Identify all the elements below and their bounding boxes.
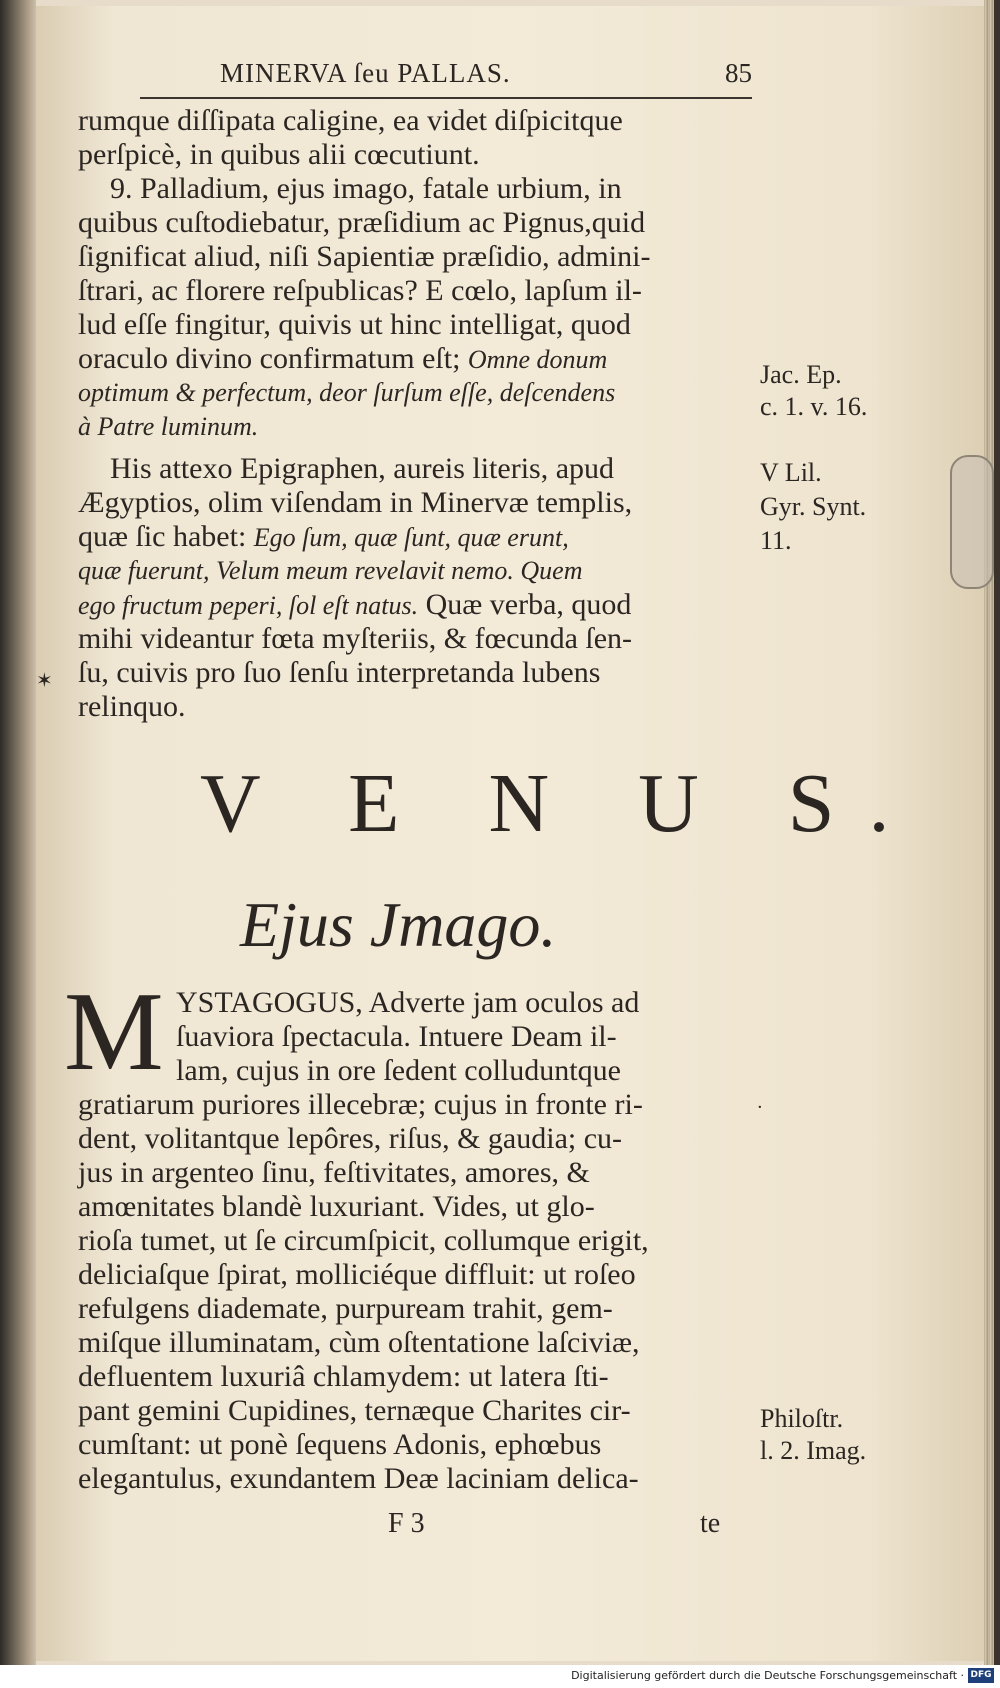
text-line: gratiarum puriores illecebræ; cujus in fronte ri- bbox=[78, 1088, 643, 1121]
text-line: cumſtant: ut ponè ſequens Adonis, ephœbus bbox=[78, 1428, 602, 1461]
italic-quote-line: à Patre luminum. bbox=[78, 412, 259, 441]
text-line bbox=[78, 588, 631, 623]
text-line: His attexo Epigraphen, aureis literis, apud bbox=[110, 452, 615, 485]
page-number: 85 bbox=[725, 58, 752, 88]
running-title: MINERVA ſeu PALLAS. bbox=[220, 58, 511, 88]
drop-cap: M bbox=[64, 970, 164, 1094]
text-line: perſpicè, in quibus alii cœcutiunt. bbox=[78, 138, 480, 171]
text-line: mihi videantur fœta myſteriis, & fœcunda ſen- bbox=[78, 622, 633, 655]
text-line: rumque diſſipata caligine, ea videt diſpicitque bbox=[78, 104, 623, 137]
text-line: miſque illuminatam, cùm oſtentatione laſciviæ, bbox=[78, 1326, 640, 1359]
text-line: dent, volitantque lepôres, riſus, & gaudia; cu- bbox=[78, 1122, 623, 1155]
text-line: refulgens diademate, purpuream trahit, gem- bbox=[78, 1292, 613, 1325]
margin-note: Jac. Ep. bbox=[760, 360, 842, 389]
credit-bar bbox=[0, 1665, 1000, 1688]
text-line: elegantulus, exundantem Deæ laciniam delica- bbox=[78, 1462, 639, 1495]
right-binding-edge bbox=[994, 0, 1000, 1665]
margin-note: c. 1. v. 16. bbox=[760, 392, 868, 421]
margin-mark-icon: ✶ bbox=[36, 668, 53, 692]
italic-quote: Omne donum bbox=[467, 345, 608, 374]
margin-dot-icon: · bbox=[757, 1097, 763, 1118]
italic-quote-line: optimum & perfectum, deor ſurſum eſſe, deſcendens bbox=[78, 378, 616, 407]
text-line: jus in argenteo ſinu, feſtivitates, amores, & bbox=[78, 1156, 590, 1189]
text-line: amœnitates blandè luxuriant. Vides, ut glo- bbox=[78, 1190, 595, 1223]
text-line: pant gemini Cupidines, ternæque Charites cir- bbox=[78, 1394, 631, 1427]
facing-page-edge bbox=[0, 0, 36, 1665]
section-title: V E N U S. bbox=[200, 757, 924, 850]
funding-credit: Digitalisierung gefördert durch die Deutsche Forschungsgemeinschaft · bbox=[571, 1669, 964, 1682]
text-line: defluentem luxuriâ chlamydem: ut latera ſti- bbox=[78, 1360, 609, 1393]
dfg-logo-icon: DFG bbox=[968, 1668, 994, 1683]
text-line: deliciaſque ſpirat, molliciéque diffluit: ut roſeo bbox=[78, 1258, 636, 1291]
text-line: Ægyptios, olim viſendam in Minervæ templis, bbox=[78, 486, 633, 519]
signature-mark: F 3 bbox=[388, 1508, 425, 1539]
text-line: ſu, cuivis pro ſuo ſenſu interpretanda lubens bbox=[78, 656, 601, 689]
text-line bbox=[78, 342, 607, 377]
text-line: rioſa tumet, ut ſe circumſpicit, collumque erigit, bbox=[78, 1224, 649, 1257]
text-line: 9. Palladium, ejus imago, fatale urbium, in bbox=[110, 172, 622, 205]
text-line: YSTAGOGUS, Adverte jam oculos ad bbox=[176, 986, 640, 1019]
header-rule bbox=[140, 97, 752, 99]
margin-note: l. 2. Imag. bbox=[760, 1436, 867, 1465]
text-line: relinquo. bbox=[78, 690, 186, 723]
margin-note: V Lil. bbox=[760, 458, 822, 487]
text-line: quibus cuſtodiebatur, præſidium ac Pignus,quid bbox=[78, 206, 646, 239]
margin-note: Gyr. Synt. bbox=[760, 492, 867, 521]
text-line bbox=[78, 520, 569, 555]
margin-note: Philoſtr. bbox=[760, 1404, 844, 1433]
text-run: oraculo divino confirmatum eſt; bbox=[78, 342, 461, 375]
text-line: lam, cujus in ore ſedent colluduntque bbox=[176, 1054, 621, 1087]
catchword: te bbox=[700, 1508, 721, 1539]
section-subtitle: Ejus Jmago. bbox=[240, 889, 557, 960]
text-line: ſuaviora ſpectacula. Intuere Deam il- bbox=[176, 1020, 617, 1053]
italic-quote: ego fructum peperi, ſol eſt natus. bbox=[78, 591, 419, 620]
text-line: ſtrari, ac florere reſpublicas? E cœlo, lapſum il- bbox=[78, 274, 642, 307]
page-clip bbox=[950, 455, 994, 589]
margin-note: 11. bbox=[760, 526, 792, 555]
italic-quote: Ego ſum, quæ ſunt, quæ erunt, bbox=[253, 523, 569, 552]
text-line: lud eſſe fingitur, quivis ut hinc intelligat, quod bbox=[78, 308, 631, 341]
italic-quote-line: quæ fuerunt, Velum meum revelavit nemo. Quem bbox=[78, 556, 583, 585]
text-run: Quæ verba, quod bbox=[425, 588, 632, 621]
text-run: quæ ſic habet: bbox=[78, 520, 247, 553]
text-line: ſignificat aliud, niſi Sapientiæ præſidio, admini- bbox=[78, 240, 651, 273]
